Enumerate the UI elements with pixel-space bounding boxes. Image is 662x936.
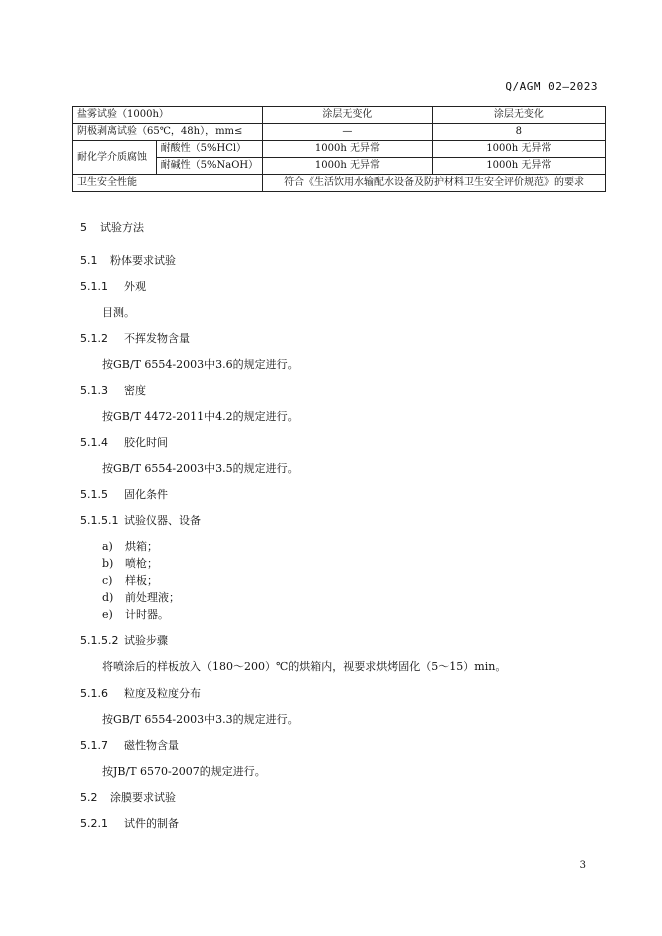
section-number: 5.1.1 [80,280,108,293]
table-cell: 1000h 无异常 [263,141,433,158]
paragraph: 目测。 [102,306,135,319]
table-cell: 盐雾试验（1000h） [73,107,263,124]
table-row [73,141,606,158]
list-text: 前处理液； [125,591,180,604]
section-number: 5.2 [80,791,98,804]
list-item [102,606,169,622]
table-cell: 1000h 无异常 [432,158,605,175]
list-item [102,572,158,588]
section-heading [80,252,176,268]
table-cell: — [263,124,433,141]
section-heading [80,486,168,502]
section-title: 胶化时间 [124,436,168,449]
list-text: 烘箱； [125,540,158,553]
section-heading [80,512,201,528]
section-title: 密度 [124,384,146,397]
list-item [102,555,158,571]
section-heading [80,330,190,346]
section-title: 磁性物含量 [124,739,179,752]
table-cell: 8 [432,124,605,141]
document-code: Q/AGM 02—2023 [505,80,598,93]
section-heading [80,434,168,450]
page-number: 3 [579,860,586,871]
section-title: 试验步骤 [124,634,168,647]
list-text: 计时器。 [125,608,169,621]
section-heading [80,278,146,294]
section-number: 5.1.5.1 [80,514,119,527]
table-row [73,107,606,124]
section-title: 试件的制备 [124,817,179,830]
list-marker: c) [102,574,113,587]
list-marker: b) [102,557,114,570]
section-heading [80,815,179,831]
section-title: 涂膜要求试验 [110,791,176,804]
list-marker: d) [102,591,114,604]
paragraph: 将喷涂后的样板放入（180～200）℃的烘箱内，视要求烘烤固化（5～15）min。 [102,660,507,673]
list-item [102,538,158,554]
table-cell: 卫生安全性能 [73,175,263,192]
section-title: 固化条件 [124,488,168,501]
table-cell: 阴极剥离试验（65℃，48h），mm≤ [73,124,263,141]
section-title: 不挥发物含量 [124,332,190,345]
section-title: 试验方法 [100,221,144,234]
section-heading [80,737,179,753]
paragraph: 按GB/T 6554-2003中3.6的规定进行。 [102,358,299,371]
table-cell: 耐酸性（5%HCl） [156,141,263,158]
section-heading [80,685,201,701]
section-title: 外观 [124,280,146,293]
table-cell: 涂层无变化 [263,107,433,124]
list-item [102,589,180,605]
section-number: 5 [80,221,87,234]
paragraph: 按JB/T 6570-2007的规定进行。 [102,765,266,778]
section-title: 粉体要求试验 [110,254,176,267]
list-text: 样板； [125,574,158,587]
table-cell: 耐化学介质腐蚀 [73,141,157,175]
list-text: 喷枪； [125,557,158,570]
section-heading [80,219,144,235]
table-cell: 1000h 无异常 [263,158,433,175]
requirements-table [72,106,606,192]
section-heading [80,382,146,398]
section-number: 5.1.5.2 [80,634,119,647]
section-number: 5.1.6 [80,687,108,700]
paragraph: 按GB/T 4472-2011中4.2的规定进行。 [102,410,299,423]
section-number: 5.1.3 [80,384,108,397]
table-cell: 涂层无变化 [432,107,605,124]
table-cell: 1000h 无异常 [432,141,605,158]
paragraph: 按GB/T 6554-2003中3.3的规定进行。 [102,713,299,726]
section-number: 5.2.1 [80,817,108,830]
list-marker: a) [102,540,113,553]
table-row [73,124,606,141]
list-marker: e) [102,608,113,621]
section-title: 试验仪器、设备 [124,514,201,527]
section-number: 5.1 [80,254,98,267]
table-cell: 符合《生活饮用水输配水设备及防护材料卫生安全评价规范》的要求 [263,175,606,192]
section-heading [80,632,168,648]
section-number: 5.1.4 [80,436,108,449]
section-number: 5.1.2 [80,332,108,345]
table-row [73,175,606,192]
section-title: 粒度及粒度分布 [124,687,201,700]
section-number: 5.1.7 [80,739,108,752]
section-number: 5.1.5 [80,488,108,501]
paragraph: 按GB/T 6554-2003中3.5的规定进行。 [102,462,299,475]
section-heading [80,789,176,805]
table-cell: 耐碱性（5%NaOH） [156,158,263,175]
